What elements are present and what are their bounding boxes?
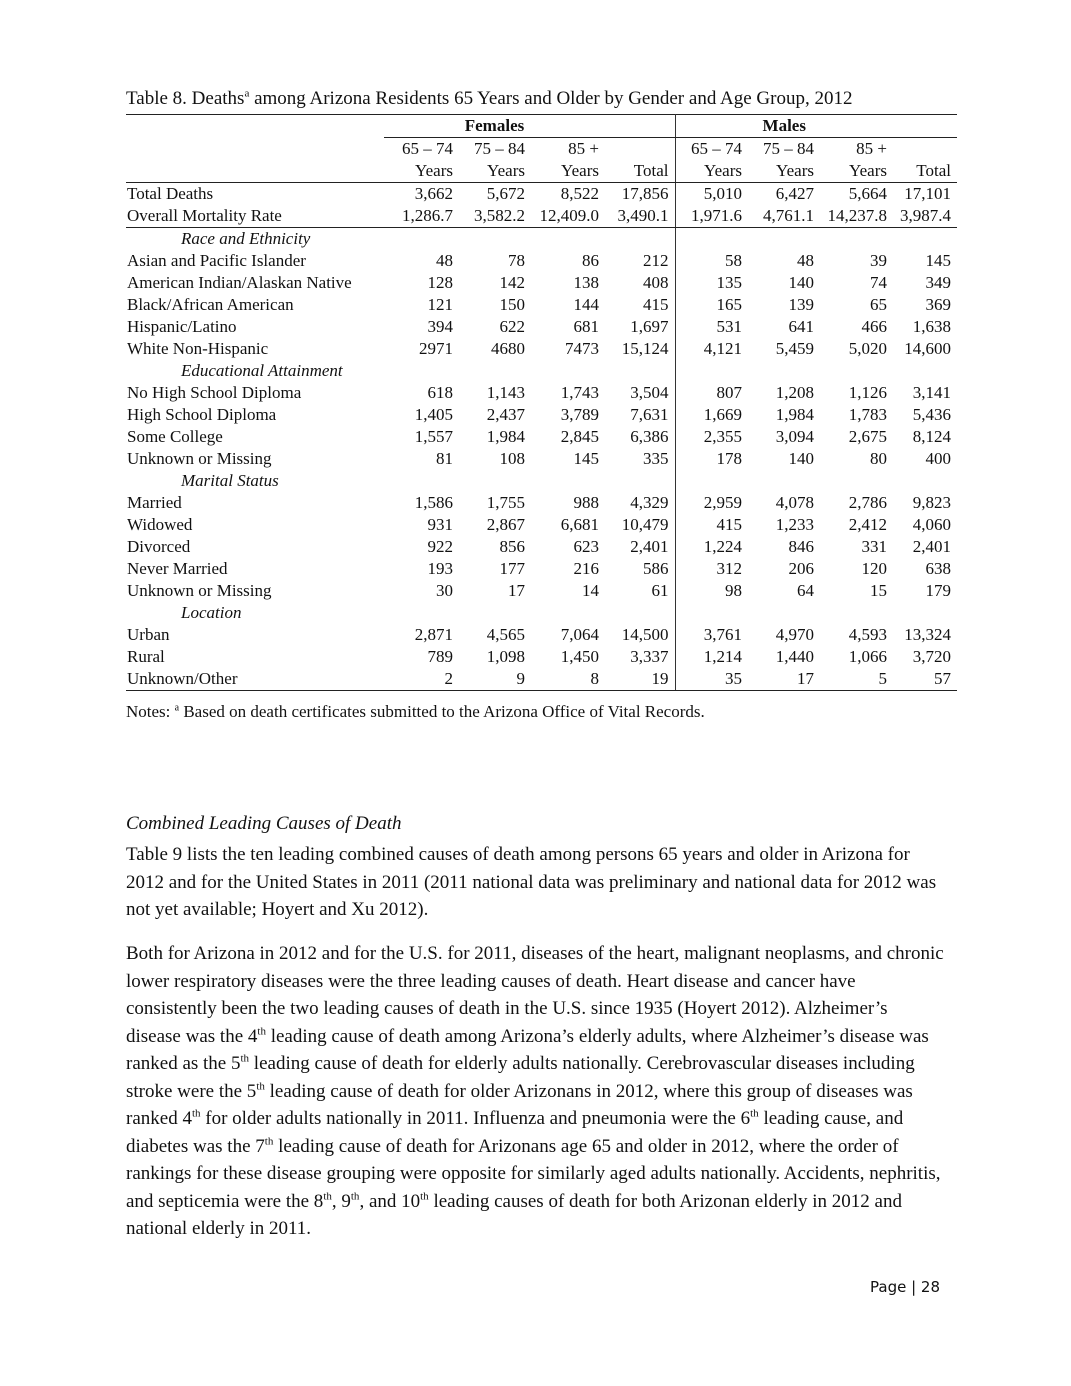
section-title: Race and Ethnicity bbox=[181, 229, 311, 248]
table-cell: 17,101 bbox=[904, 184, 951, 203]
ordinal-suffix: th bbox=[264, 1135, 274, 1148]
section-row bbox=[126, 360, 957, 382]
table-cell: 331 bbox=[861, 537, 887, 556]
caption-footnote-marker: a bbox=[244, 87, 250, 100]
table-cell: 30 bbox=[436, 581, 453, 600]
caption-text: Table 8. Deaths bbox=[126, 88, 245, 109]
table-cell: 2,845 bbox=[560, 427, 599, 446]
ordinal-suffix: th bbox=[191, 1107, 201, 1120]
table-cell: 1,638 bbox=[912, 317, 951, 336]
table-cell: 1,557 bbox=[414, 427, 453, 446]
table-cell: 623 bbox=[573, 537, 599, 556]
table-cell: 408 bbox=[605, 272, 675, 294]
table-cell: 48 bbox=[436, 251, 453, 270]
table-cell: 144 bbox=[573, 295, 599, 314]
para-text: leading cause of death for elderly adults nationally. Cerebrovascular diseases including stroke were the 5 bbox=[126, 1053, 915, 1102]
table-cell: 15,124 bbox=[605, 338, 675, 360]
table-row bbox=[126, 316, 957, 338]
table-cell: 618 bbox=[427, 383, 453, 402]
table-cell: 19 bbox=[605, 668, 675, 691]
table-cell: 74 bbox=[870, 273, 887, 292]
table-cell: 856 bbox=[499, 537, 525, 556]
summary-row bbox=[126, 183, 957, 206]
table-cell: 145 bbox=[573, 449, 599, 468]
ordinal-suffix: th bbox=[350, 1190, 360, 1203]
table-cell: 17 bbox=[748, 668, 820, 691]
table-cell: 415 bbox=[716, 515, 742, 534]
table-cell: 3,720 bbox=[912, 647, 951, 666]
table-cell: 2,437 bbox=[486, 405, 525, 424]
age-header: 65 – 74 bbox=[402, 139, 453, 158]
table-cell: 3,582.2 bbox=[459, 205, 531, 228]
table-cell: 2 bbox=[384, 668, 459, 691]
summary-row bbox=[126, 205, 957, 228]
table-row bbox=[126, 558, 957, 580]
table-cell: 128 bbox=[427, 273, 453, 292]
table-cell: 145 bbox=[925, 251, 951, 270]
table-cell: 846 bbox=[788, 537, 814, 556]
table-cell: 6,427 bbox=[775, 184, 814, 203]
table-cell: 5 bbox=[820, 668, 893, 691]
section-title: Educational Attainment bbox=[181, 361, 343, 380]
table-cell: 61 bbox=[605, 580, 675, 602]
table-cell: 108 bbox=[499, 449, 525, 468]
table-cell: 641 bbox=[788, 317, 814, 336]
age-header bbox=[605, 138, 675, 161]
para-text: Both for Arizona in 2012 and for the U.S. for 2011, diseases of the heart, malignant neoplasms, and chronic lower respiratory diseases were the three leading causes of death. Heart disease and cancer have consistently been the two leading causes of death in the U.S. since 1935 (Hoyert 2012). Alzheimer’s disease was the 4 bbox=[126, 943, 944, 1047]
table-cell: 1,208 bbox=[775, 383, 814, 402]
table-cell: 4,121 bbox=[703, 339, 742, 358]
table-cell: 1,224 bbox=[703, 537, 742, 556]
table-cell: 807 bbox=[716, 383, 742, 402]
table-cell: 1,669 bbox=[703, 405, 742, 424]
table-cell: 138 bbox=[573, 273, 599, 292]
table-cell: 1,697 bbox=[605, 316, 675, 338]
table-cell: 5,672 bbox=[486, 184, 525, 203]
row-label: Urban bbox=[127, 625, 170, 644]
table-cell: 3,490.1 bbox=[605, 205, 675, 228]
table-cell: 193 bbox=[427, 559, 453, 578]
table-row bbox=[126, 272, 957, 294]
table-row bbox=[126, 294, 957, 316]
table-cell: 1,126 bbox=[848, 383, 887, 402]
table-cell: 179 bbox=[925, 581, 951, 600]
caption-text-rest: among Arizona Residents 65 Years and Older by Gender and Age Group, 2012 bbox=[249, 88, 853, 109]
paragraph-2 bbox=[126, 940, 946, 1243]
table-cell: 1,450 bbox=[560, 647, 599, 666]
table-cell: 1,743 bbox=[560, 383, 599, 402]
table-cell: 13,324 bbox=[904, 625, 951, 644]
table-cell: 177 bbox=[499, 559, 525, 578]
table-cell: 7,631 bbox=[605, 404, 675, 426]
table-cell: 1,440 bbox=[775, 647, 814, 666]
table-cell: 622 bbox=[499, 317, 525, 336]
table-cell: 3,141 bbox=[912, 383, 951, 402]
table-cell: 1,971.6 bbox=[675, 205, 748, 228]
age-header: 85 + bbox=[568, 139, 599, 158]
table-cell: 86 bbox=[582, 251, 599, 270]
section-heading: Combined Leading Causes of Death bbox=[126, 813, 402, 834]
table-caption bbox=[126, 88, 852, 110]
table-cell: 80 bbox=[870, 449, 887, 468]
table-cell: 2,871 bbox=[414, 625, 453, 644]
table-row bbox=[126, 250, 957, 272]
table-cell: 3,761 bbox=[703, 625, 742, 644]
table-cell: 1,984 bbox=[486, 427, 525, 446]
table-cell: 4,761.1 bbox=[748, 205, 820, 228]
section-row bbox=[126, 602, 957, 624]
row-label: Overall Mortality Rate bbox=[126, 205, 384, 228]
ordinal-suffix: th bbox=[257, 1025, 266, 1038]
table-cell: 14,500 bbox=[605, 624, 675, 646]
table-cell: 14,237.8 bbox=[820, 205, 893, 228]
table-cell: 3,094 bbox=[775, 427, 814, 446]
table-cell: 140 bbox=[788, 449, 814, 468]
ordinal-suffix: th bbox=[420, 1190, 429, 1203]
age-header-years: Years bbox=[384, 160, 459, 183]
table-cell: 312 bbox=[716, 559, 742, 578]
table-cell: 39 bbox=[870, 251, 887, 270]
table-cell: 415 bbox=[605, 294, 675, 316]
table-cell: 335 bbox=[605, 448, 675, 470]
notes-footnote-marker: a bbox=[174, 702, 180, 714]
table-cell: 48 bbox=[797, 251, 814, 270]
table-cell: 789 bbox=[427, 647, 453, 666]
row-label: Rural bbox=[127, 647, 165, 666]
row-label: No High School Diploma bbox=[127, 383, 302, 402]
table-cell: 349 bbox=[925, 273, 951, 292]
table-cell: 1,066 bbox=[848, 647, 887, 666]
table-cell: 17,856 bbox=[605, 183, 675, 206]
page-number: Page | 28 bbox=[870, 1278, 940, 1296]
table-row bbox=[126, 426, 957, 448]
table-cell: 3,987.4 bbox=[893, 205, 957, 228]
table-cell: 57 bbox=[893, 668, 957, 691]
table-cell: 8,522 bbox=[560, 184, 599, 203]
table-cell: 466 bbox=[861, 317, 887, 336]
table-cell: 4,060 bbox=[912, 515, 951, 534]
table-cell: 1,214 bbox=[703, 647, 742, 666]
table-cell: 9 bbox=[459, 668, 531, 691]
table-cell: 7,064 bbox=[560, 625, 599, 644]
table-cell: 216 bbox=[573, 559, 599, 578]
table-cell: 35 bbox=[675, 668, 748, 691]
table-cell: 5,664 bbox=[848, 184, 887, 203]
table-row bbox=[126, 514, 957, 536]
row-label: Widowed bbox=[127, 515, 193, 534]
table-cell: 7473 bbox=[565, 339, 599, 358]
table-cell: 2,959 bbox=[703, 493, 742, 512]
table-cell: 988 bbox=[573, 493, 599, 512]
table-cell: 2,355 bbox=[703, 427, 742, 446]
table-cell: 178 bbox=[716, 449, 742, 468]
row-label: Total Deaths bbox=[127, 184, 214, 203]
table-cell: 212 bbox=[605, 250, 675, 272]
table-cell: 120 bbox=[861, 559, 887, 578]
table-cell: 8,124 bbox=[912, 427, 951, 446]
section-row bbox=[126, 228, 957, 251]
table-group-header-row bbox=[126, 115, 957, 138]
table-cell: 4,078 bbox=[775, 493, 814, 512]
row-label: Never Married bbox=[127, 559, 228, 578]
table-cell: 2,401 bbox=[605, 536, 675, 558]
table-cell: 12,409.0 bbox=[531, 205, 605, 228]
para-text: leading cause of death for Arizonans age 65 and older in 2012, where the order of rankings for these disease grouping were opposite for similarly aged adults nationally. Accidents, nephritis, and septicemia were the 8 bbox=[126, 1135, 941, 1212]
table-cell: 369 bbox=[925, 295, 951, 314]
row-label: High School Diploma bbox=[127, 405, 277, 424]
table-cell: 531 bbox=[716, 317, 742, 336]
row-label: Black/African American bbox=[127, 295, 294, 314]
row-label: White Non-Hispanic bbox=[127, 339, 269, 358]
para-text: leading causes of death for both Arizonan elderly in 2012 and national elderly in 2011. bbox=[126, 1190, 902, 1239]
table-cell: 6,386 bbox=[605, 426, 675, 448]
para-text: leading cause of death among Arizona’s elderly adults, where Alzheimer’s disease was ranked as the 5 bbox=[126, 1025, 929, 1074]
row-label: Unknown or Missing bbox=[127, 581, 272, 600]
age-header: 85 + bbox=[856, 139, 887, 158]
table-cell: 2,675 bbox=[848, 427, 887, 446]
table-cell: 4680 bbox=[491, 339, 525, 358]
table-cell: 4,593 bbox=[848, 625, 887, 644]
table-cell: 1,143 bbox=[486, 383, 525, 402]
row-label: Some College bbox=[127, 427, 223, 446]
table-cell: 5,436 bbox=[912, 405, 951, 424]
ordinal-suffix: th bbox=[240, 1052, 250, 1065]
table-cell: 121 bbox=[427, 295, 453, 314]
section-title: Location bbox=[181, 603, 242, 622]
para-text: for older adults nationally in 2011. Influenza and pneumonia were the 6 bbox=[200, 1108, 751, 1129]
table-cell: 65 bbox=[870, 295, 887, 314]
para-text: , and 10 bbox=[359, 1190, 421, 1212]
table-row bbox=[126, 646, 957, 668]
table-age-header-row bbox=[126, 138, 957, 161]
notes-prefix: Notes: bbox=[126, 702, 175, 721]
group-header-males: Males bbox=[675, 115, 893, 138]
age-header-years: Years bbox=[820, 160, 893, 183]
table-cell: 206 bbox=[788, 559, 814, 578]
para-text: leading cause, and diabetes was the 7 bbox=[126, 1108, 904, 1157]
paragraph-1: Table 9 lists the ten leading combined causes of death among persons 65 years and older in Arizona for 2012 and for the United States in 2011 (2011 national data was preliminary and national data for 2012 was not yet available; Hoyert and Xu 2012). bbox=[126, 844, 937, 920]
age-header: 75 – 84 bbox=[474, 139, 525, 158]
table-cell: 400 bbox=[925, 449, 951, 468]
table-cell: 140 bbox=[788, 273, 814, 292]
table-cell: 64 bbox=[797, 581, 814, 600]
table-age-header-row-2 bbox=[126, 160, 957, 183]
age-header: 65 – 74 bbox=[691, 139, 742, 158]
age-header-years: Years bbox=[459, 160, 531, 183]
age-header: 75 – 84 bbox=[763, 139, 814, 158]
table-cell: 8 bbox=[531, 668, 605, 691]
age-header-years: Years bbox=[748, 160, 820, 183]
ordinal-suffix: th bbox=[256, 1080, 265, 1093]
table-cell: 150 bbox=[499, 295, 525, 314]
table-cell: 1,286.7 bbox=[384, 205, 459, 228]
row-label: American Indian/Alaskan Native bbox=[127, 273, 352, 292]
table-cell: 1,405 bbox=[414, 405, 453, 424]
table-cell: 15 bbox=[870, 581, 887, 600]
table-cell: 3,337 bbox=[605, 646, 675, 668]
table-cell: 586 bbox=[605, 558, 675, 580]
table-cell: 5,459 bbox=[775, 339, 814, 358]
deaths-table bbox=[126, 114, 957, 691]
table-cell: 4,970 bbox=[775, 625, 814, 644]
table-cell: 5,020 bbox=[848, 339, 887, 358]
table-row bbox=[126, 536, 957, 558]
table-row bbox=[126, 338, 957, 360]
table-cell: 2971 bbox=[419, 339, 453, 358]
section-row bbox=[126, 470, 957, 492]
table-cell: 3,662 bbox=[414, 184, 453, 203]
ordinal-suffix: th bbox=[750, 1107, 759, 1120]
table-cell: 4,565 bbox=[486, 625, 525, 644]
table-cell: 6,681 bbox=[560, 515, 599, 534]
table-cell: 1,233 bbox=[775, 515, 814, 534]
table-cell: 681 bbox=[573, 317, 599, 336]
table-cell: 638 bbox=[925, 559, 951, 578]
table-cell: 1,098 bbox=[486, 647, 525, 666]
table-cell: 10,479 bbox=[605, 514, 675, 536]
table-cell: 1,755 bbox=[486, 493, 525, 512]
table-cell: 5,010 bbox=[703, 184, 742, 203]
table-row bbox=[126, 492, 957, 514]
table-row bbox=[126, 668, 957, 691]
table-row bbox=[126, 404, 957, 426]
table-cell: 2,786 bbox=[848, 493, 887, 512]
table-row bbox=[126, 624, 957, 646]
table-cell: 78 bbox=[508, 251, 525, 270]
table-cell: 394 bbox=[427, 317, 453, 336]
table-cell: 1,984 bbox=[775, 405, 814, 424]
table-cell: 17 bbox=[508, 581, 525, 600]
section-title: Marital Status bbox=[181, 471, 279, 490]
row-label: Unknown or Missing bbox=[127, 449, 272, 468]
table-cell: 2,401 bbox=[912, 537, 951, 556]
table-cell: 135 bbox=[716, 273, 742, 292]
table-cell: 81 bbox=[436, 449, 453, 468]
table-cell: 2,412 bbox=[848, 515, 887, 534]
table-cell: 3,504 bbox=[605, 382, 675, 404]
table-cell: 14 bbox=[582, 581, 599, 600]
para-text: , 9 bbox=[331, 1190, 351, 1212]
notes-text: Based on death certificates submitted to the Arizona Office of Vital Records. bbox=[179, 702, 705, 721]
table-cell: 1,586 bbox=[414, 493, 453, 512]
table-cell: 4,329 bbox=[605, 492, 675, 514]
age-header-total: Total bbox=[893, 160, 957, 183]
table-cell: 1,783 bbox=[848, 405, 887, 424]
table-row bbox=[126, 382, 957, 404]
table-cell: 139 bbox=[788, 295, 814, 314]
table-row bbox=[126, 448, 957, 470]
row-label: Hispanic/Latino bbox=[127, 317, 237, 336]
table-cell: 98 bbox=[725, 581, 742, 600]
table-cell: 931 bbox=[427, 515, 453, 534]
row-label: Unknown/Other bbox=[126, 668, 384, 691]
table-cell: 14,600 bbox=[904, 339, 951, 358]
row-label: Divorced bbox=[127, 537, 191, 556]
age-header bbox=[893, 138, 957, 161]
age-header-years: Years bbox=[675, 160, 748, 183]
table-cell: 165 bbox=[716, 295, 742, 314]
table-cell: 58 bbox=[725, 251, 742, 270]
age-header-total: Total bbox=[605, 160, 675, 183]
age-header-years: Years bbox=[531, 160, 605, 183]
para-text: leading cause of death for older Arizonans in 2012, where this group of diseases was ranked 4 bbox=[126, 1080, 913, 1129]
table-notes bbox=[126, 702, 705, 722]
table-cell: 142 bbox=[499, 273, 525, 292]
table-cell: 922 bbox=[427, 537, 453, 556]
row-label: Married bbox=[127, 493, 182, 512]
table-row bbox=[126, 580, 957, 602]
ordinal-suffix: th bbox=[323, 1190, 332, 1203]
group-header-females: Females bbox=[384, 115, 605, 138]
table-cell: 3,789 bbox=[560, 405, 599, 424]
table-cell: 9,823 bbox=[912, 493, 951, 512]
table-cell: 2,867 bbox=[486, 515, 525, 534]
row-label: Asian and Pacific Islander bbox=[127, 251, 306, 270]
